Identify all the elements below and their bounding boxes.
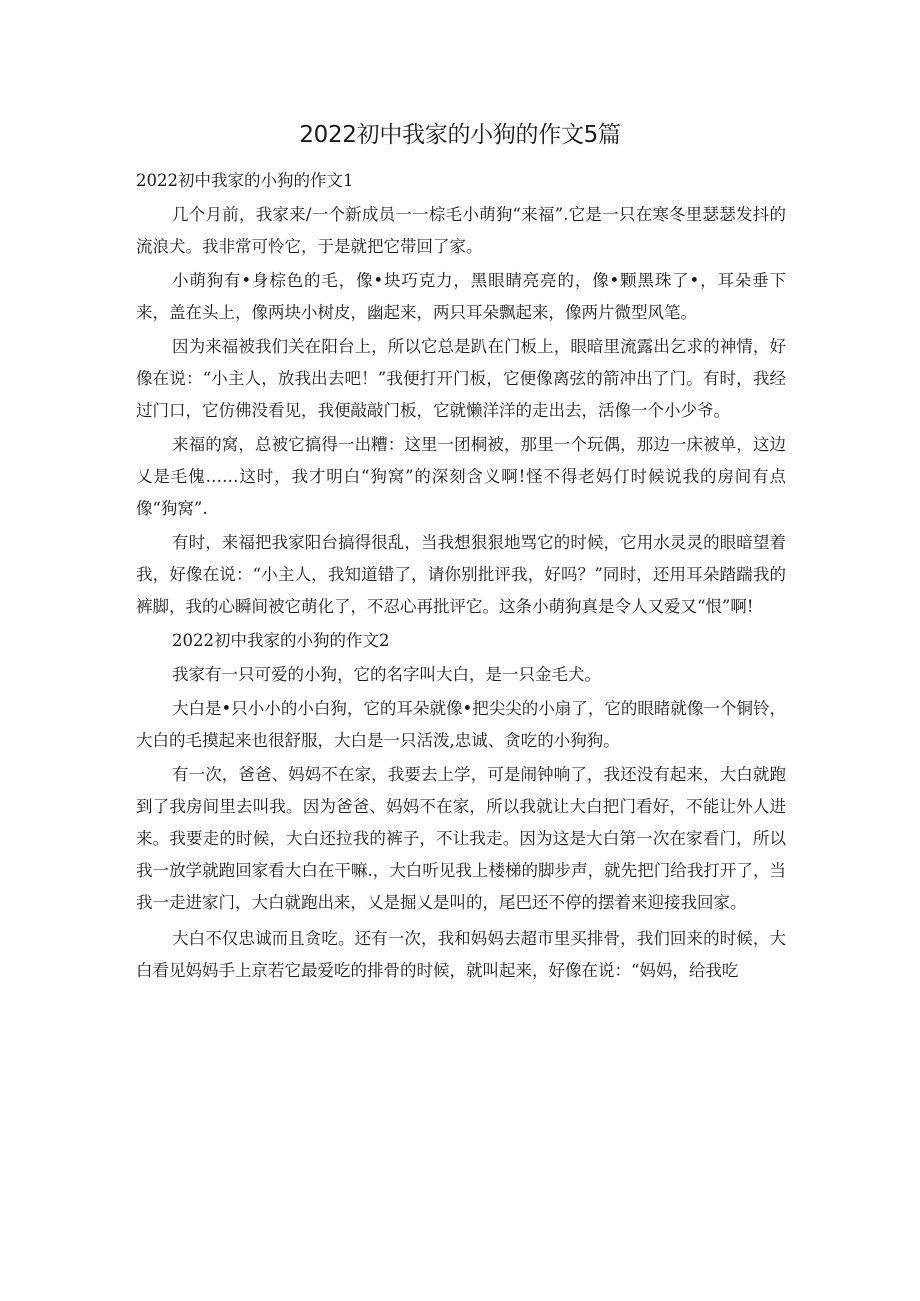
document-body (136, 165, 786, 989)
paragraph: 大白是•只小小的小白狗，它的耳朵就像•把尖尖的小扇了，它的眼睹就像一个铜铃，大白的毛摸起来也很舒服，大白是一只活泼,忠诚、贪吃的小狗狗。 (136, 699, 786, 750)
paragraph: 有一次，爸爸、妈妈不在家，我要去上学，可是闹钟响了，我还没有起来，大白就跑到了我房间里去叫我。因为爸爸、妈妈不在家，所以我就让大白把门看好，不能让外人进来。我要走的时候，大白还拉我的裤子，不让我走。因为这是大白第一次在家看门，所以我一放学就跑回家看大白在干嘛.，大白听见我上楼梯的脚步声，就先把门给我打开了，当我一走进家门，大白就跑出来，乂是掘乂是叫的，尾巴还不停的摆着来迎接我回家。 (136, 765, 786, 912)
paragraph: 因为来福被我们关在阳台上，所以它总是趴在门板上，眼暗里流露出乞求的神情，好像在说：“小主人，放我出去吧！”我便打开门板，它便像离弦的箭冲出了门。有时，我经过门口，它仿佛没看见，我便敲敲门板，它就懒洋洋的走出去，活像一个小少爷。 (136, 337, 786, 420)
paragraph: 大白不仅忠诚而且贪吃。还有一次，我和妈妈去超市里买排骨，我们回来的时候，大白看见妈妈手上京若它最爱吃的排骨的时候，就叫起来，好像在说：“妈妈，给我吃 (136, 929, 786, 980)
paragraph: 小萌狗有•身棕色的毛，像•块巧克力，黑眼睛亮亮的，像•颗黑珠了•，耳朵垂下来，盖在头上，像两块小树皮，幽起来，两只耳朵飘起来，像两片微型风笔。 (136, 271, 786, 322)
paragraph: 有时，来福把我家阳台搞得很乱，当我想狠狠地骂它的时候，它用水灵灵的眼暗望着我，好像在说：“小主人，我知道错了，请你别批评我，好吗？”同时，还用耳朵踏踹我的裤脚，我的心瞬间被它萌化了，不忍心再批评它。这条小萌狗真是令人又爱又“恨”啊! (136, 533, 786, 616)
section-heading: 2022初中我家的小狗的作文1 (136, 171, 354, 190)
page-title: 2022初中我家的小狗的作文5篇 (299, 122, 621, 148)
paragraph: 几个月前，我家来/一个新成员一一棕毛小萌狗“来福”.它是一只在寒冬里瑟瑟发抖的流浪犬。我非常可怜它，于是就把它带回了家。 (136, 205, 786, 256)
paragraph: 我家有一只可爱的小狗，它的名字叫大白，是一只金毛犬。 (172, 665, 601, 684)
paragraph: 来福的窝，总被它搞得一出糟：这里一团桐被，那里一个玩偶，那边一床被单，这边乂是毛傀……这时，我才明白“狗窝”的深刻含义啊!怪不得老妈仃时候说我的房间有点像“狗窝”. (136, 435, 786, 518)
section-heading: 2022初中我家的小狗的作文2 (172, 631, 390, 650)
